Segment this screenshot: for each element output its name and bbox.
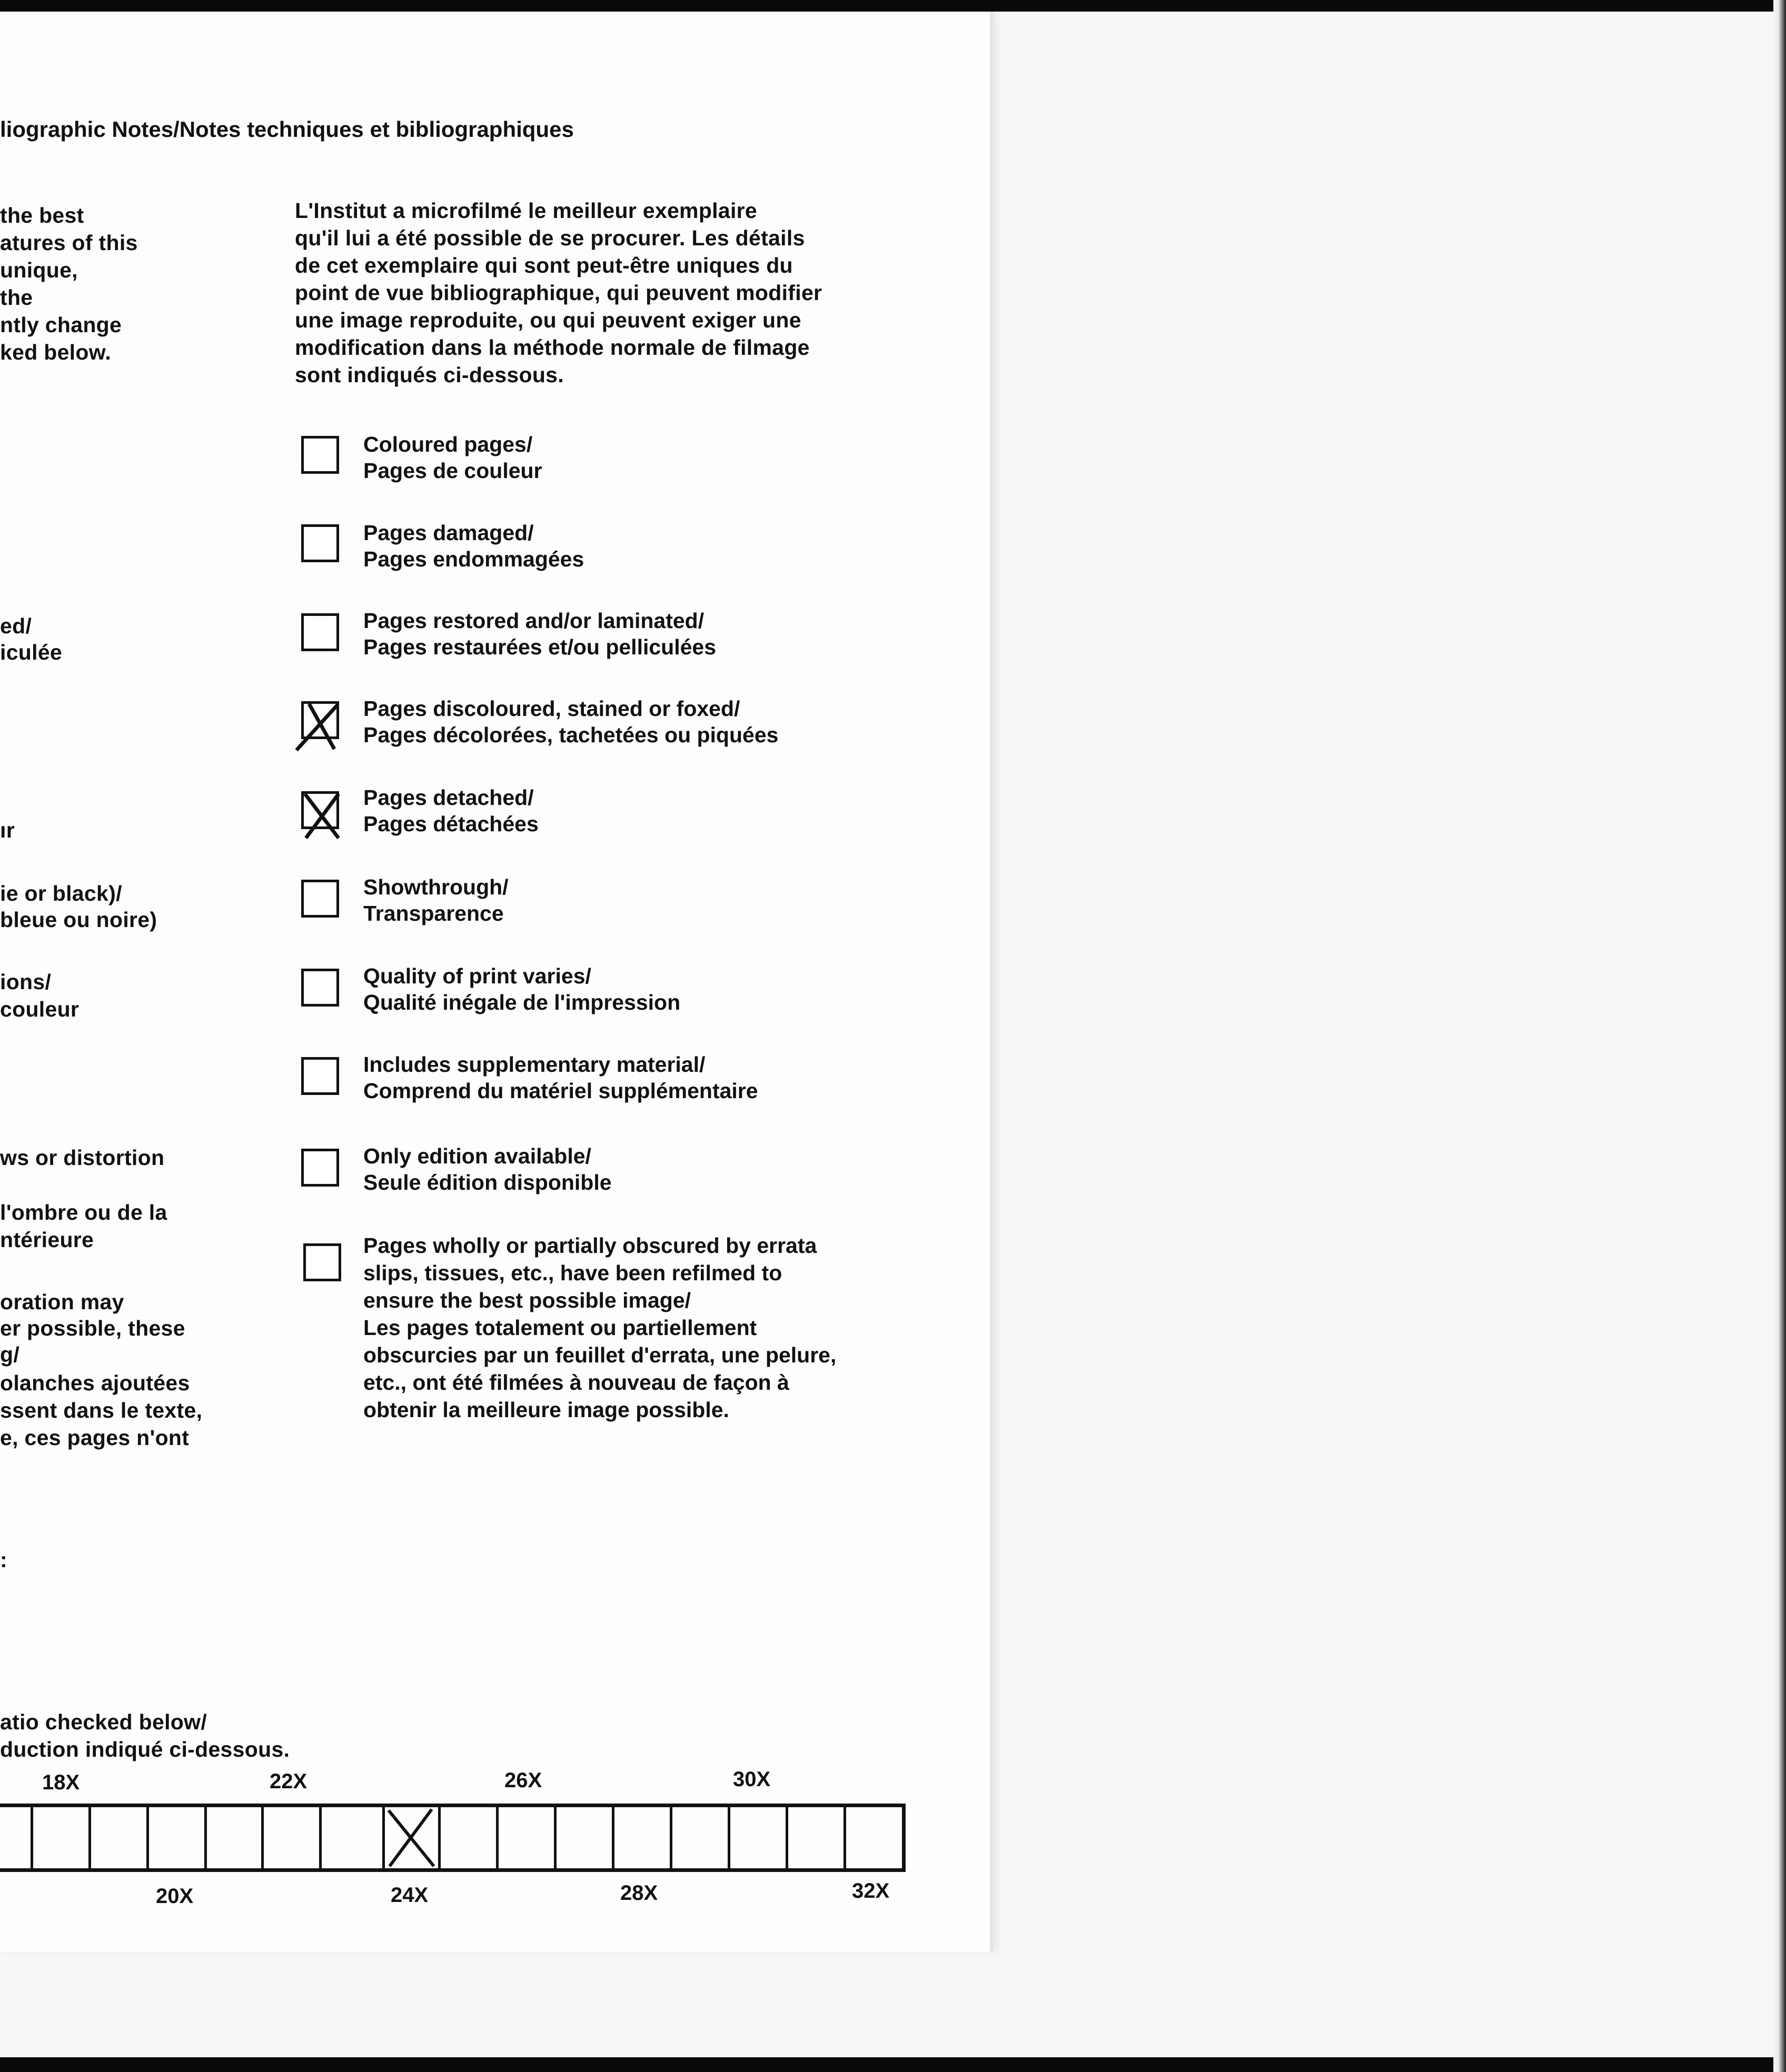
cell-divider	[204, 1807, 207, 1868]
intro-line: modification dans la méthode normale de filmage	[295, 335, 810, 360]
checklist-label-fr: Pages décolorées, tachetées ou piquées	[363, 723, 779, 747]
checklist-label-fr: Qualité inégale de l'impression	[363, 990, 681, 1014]
checkbox[interactable]	[301, 1149, 339, 1187]
errata-line: obscurcies par un feuillet d'errata, une pelure,	[363, 1343, 837, 1367]
left-fragment: bleue ou noire)	[0, 908, 157, 932]
cell-divider	[31, 1807, 33, 1868]
cell-divider	[728, 1807, 730, 1868]
checklist-label-en: Coloured pages/	[363, 432, 533, 456]
cell-divider	[496, 1807, 499, 1868]
intro-line: L'Institut a microfilmé le meilleur exemplaire	[295, 198, 758, 223]
checklist-label-fr: Transparence	[363, 901, 504, 925]
scale-label-top: 22X	[270, 1770, 307, 1793]
intro-line: de cet exemplaire qui sont peut-être uniques du	[295, 253, 793, 277]
checklist-label-fr: Pages détachées	[363, 812, 539, 836]
left-fragment: ssent dans le texte,	[0, 1398, 203, 1422]
left-fragment: l'ombre ou de la	[0, 1200, 167, 1224]
left-fragment: atio checked below/	[0, 1710, 207, 1734]
cell-divider	[261, 1807, 264, 1868]
x-mark-icon	[293, 698, 351, 755]
scale-label-top: 30X	[733, 1768, 771, 1791]
left-fragment: the	[0, 285, 33, 310]
checkbox[interactable]	[301, 880, 339, 918]
left-fragment: e, ces pages n'ont	[0, 1426, 190, 1450]
cell-divider	[319, 1807, 322, 1868]
left-fragment: ws or distortion	[0, 1145, 165, 1170]
checklist-label-en: Includes supplementary material/	[363, 1052, 706, 1077]
left-fragment: ions/	[0, 970, 52, 994]
errata-line: Pages wholly or partially obscured by errata	[363, 1233, 817, 1258]
checklist-label-en: Showthrough/	[363, 875, 509, 899]
left-fragment: ed/	[0, 614, 32, 638]
checklist-label-en: Pages restored and/or laminated/	[363, 609, 705, 633]
scale-label-bottom: 28X	[620, 1881, 658, 1905]
checklist-label-en: Only edition available/	[363, 1144, 591, 1168]
cell-divider	[670, 1807, 672, 1868]
checkbox[interactable]	[301, 1057, 339, 1095]
checkbox-checked[interactable]	[301, 701, 339, 739]
left-fragment: ntérieure	[0, 1228, 94, 1252]
checkbox[interactable]	[301, 969, 339, 1007]
cell-divider	[554, 1807, 557, 1868]
intro-line: sont indiqués ci-dessous.	[295, 363, 564, 387]
checklist-label-en: Pages damaged/	[363, 521, 534, 545]
checklist-label-en: Pages detached/	[363, 785, 534, 810]
left-fragment: :	[0, 1548, 7, 1572]
cell-divider	[786, 1807, 788, 1868]
checklist-label-fr: Pages restaurées et/ou pelliculées	[363, 635, 716, 659]
scale-label-top: 18X	[42, 1771, 80, 1794]
cell-divider	[146, 1807, 149, 1868]
left-fragment: ie or black)/	[0, 881, 122, 905]
left-fragment: iculée	[0, 640, 63, 664]
scale-label-bottom: 24X	[391, 1884, 429, 1907]
errata-line: slips, tissues, etc., have been refilmed to	[363, 1261, 782, 1285]
scale-label-bottom: 32X	[852, 1879, 890, 1902]
checklist-label-en: Pages discoloured, stained or foxed/	[363, 696, 740, 721]
errata-line: obtenir la meilleure image possible.	[363, 1398, 729, 1422]
errata-line: etc., ont été filmées à nouveau de façon à	[363, 1370, 789, 1394]
reduction-ratio-strip	[0, 1804, 906, 1872]
checkbox-checked[interactable]	[301, 791, 339, 829]
page-header: liographic Notes/Notes techniques et bibliographiques	[0, 117, 574, 142]
checklist-label-fr: Seule édition disponible	[363, 1170, 612, 1194]
errata-line: Les pages totalement ou partiellement	[363, 1316, 757, 1340]
intro-line: qu'il lui a été possible de se procurer. Les détails	[295, 226, 805, 250]
cell-divider	[844, 1807, 846, 1868]
left-fragment: duction indiqué ci-dessous.	[0, 1737, 290, 1761]
intro-line: une image reproduite, ou qui peuvent exiger une	[295, 308, 801, 332]
cell-divider	[612, 1807, 614, 1868]
left-fragment: oration may	[0, 1290, 124, 1314]
left-fragment: the best	[0, 203, 84, 227]
x-mark-icon	[383, 1807, 441, 1868]
scan-border-right	[1773, 0, 1786, 2072]
scan-border-bottom	[0, 2057, 1786, 2072]
left-fragment: ked below.	[0, 340, 112, 364]
scale-label-bottom: 20X	[156, 1885, 194, 1908]
scale-label-top: 26X	[504, 1769, 542, 1792]
errata-line: ensure the best possible image/	[363, 1288, 691, 1312]
checkbox[interactable]	[303, 1243, 341, 1281]
left-fragment: olanches ajoutées	[0, 1371, 190, 1395]
checkbox[interactable]	[301, 524, 339, 562]
left-fragment: ntly change	[0, 313, 122, 337]
checkbox[interactable]	[301, 436, 339, 474]
checklist-label-fr: Pages de couleur	[363, 459, 542, 483]
left-fragment: couleur	[0, 997, 80, 1021]
checklist-label-fr: Pages endommagées	[363, 547, 584, 571]
left-fragment: atures of this	[0, 231, 138, 255]
scan-border-top	[0, 0, 1786, 12]
left-fragment: er possible, these	[0, 1316, 185, 1340]
intro-line: point de vue bibliographique, qui peuvent modifier	[295, 281, 822, 305]
checklist-label-en: Quality of print varies/	[363, 964, 591, 988]
checklist-label-fr: Comprend du matériel supplémentaire	[363, 1079, 758, 1103]
checkbox[interactable]	[301, 613, 339, 651]
left-fragment: unique,	[0, 258, 78, 282]
left-fragment: g/	[0, 1342, 20, 1367]
cell-divider	[88, 1807, 91, 1868]
left-fragment: ır	[0, 818, 15, 842]
x-mark-icon	[293, 788, 351, 845]
